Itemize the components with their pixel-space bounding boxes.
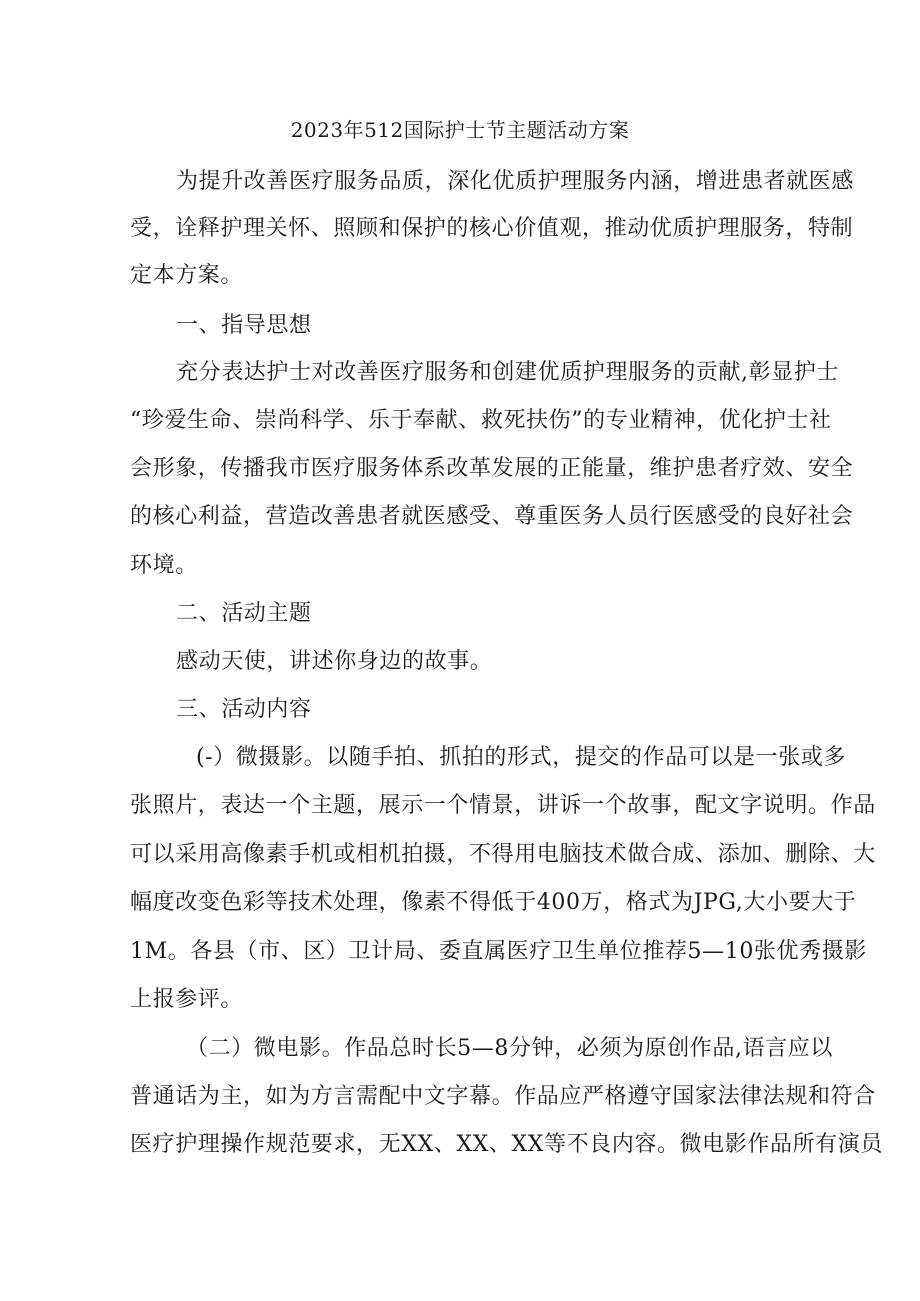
text-line: 上报参评。 [130,987,244,1012]
text-line: 幅度改变色彩等技术处理，像素不得低于400万，格式为JPG,大小要大于 [130,890,857,915]
section-heading: 一、指导思想 [176,313,312,338]
text-line: 环境。 [130,553,198,578]
text-line: 会形象，传播我市医疗服务体系改革发展的正能量，维护患者疗效、安全 [130,456,854,481]
text-line: 充分表达护士对改善医疗服务和创建优质护理服务的贡献,彰显护士 [176,360,839,385]
text-line: (-）微摄影。以随手拍、抓拍的形式，提交的作品可以是一张或多 [196,745,847,770]
section-heading: 二、活动主题 [176,601,312,626]
text-line: 的核心利益，营造改善患者就医感受、尊重医务人员行医感受的良好社会 [130,504,854,529]
text-line: 普通话为主，如为方言需配中文字幕。作品应严格遵守国家法律法规和符合 [130,1084,876,1109]
text-line: “珍爱生命、崇尚科学、乐于奉献、救死扶伤”的专业精神，优化护士社 [130,408,832,433]
text-line: 可以采用高像素手机或相机拍摄，不得用电脑技术做合成、添加、删除、大 [130,842,876,867]
text-line: （二）微电影。作品总时长5—8分钟，必须为原创作品,语言应以 [186,1036,833,1061]
text-line: 感动天使，讲述你身边的故事。 [176,649,493,674]
text-line: 为提升改善医疗服务品质，深化优质护理服务内涵，增进患者就医感 [176,169,855,194]
section-heading: 三、活动内容 [176,697,312,722]
text-line: 1M。各县（市、区）卫计局、委直属医疗卫生单位推荐5—10张优秀摄影 [130,939,867,964]
document-title: 2023年512国际护士节主题活动方案 [290,118,630,142]
text-line: 定本方案。 [130,263,244,288]
text-line: 医疗护理操作规范要求，无XX、XX、XX等不良内容。微电影作品所有演员 [130,1132,883,1157]
text-line: 受，诠释护理关怀、照顾和保护的核心价值观，推动优质护理服务，特制 [130,216,854,241]
text-line: 张照片，表达一个主题，展示一个情景，讲诉一个故事，配文字说明。作品 [130,793,876,818]
